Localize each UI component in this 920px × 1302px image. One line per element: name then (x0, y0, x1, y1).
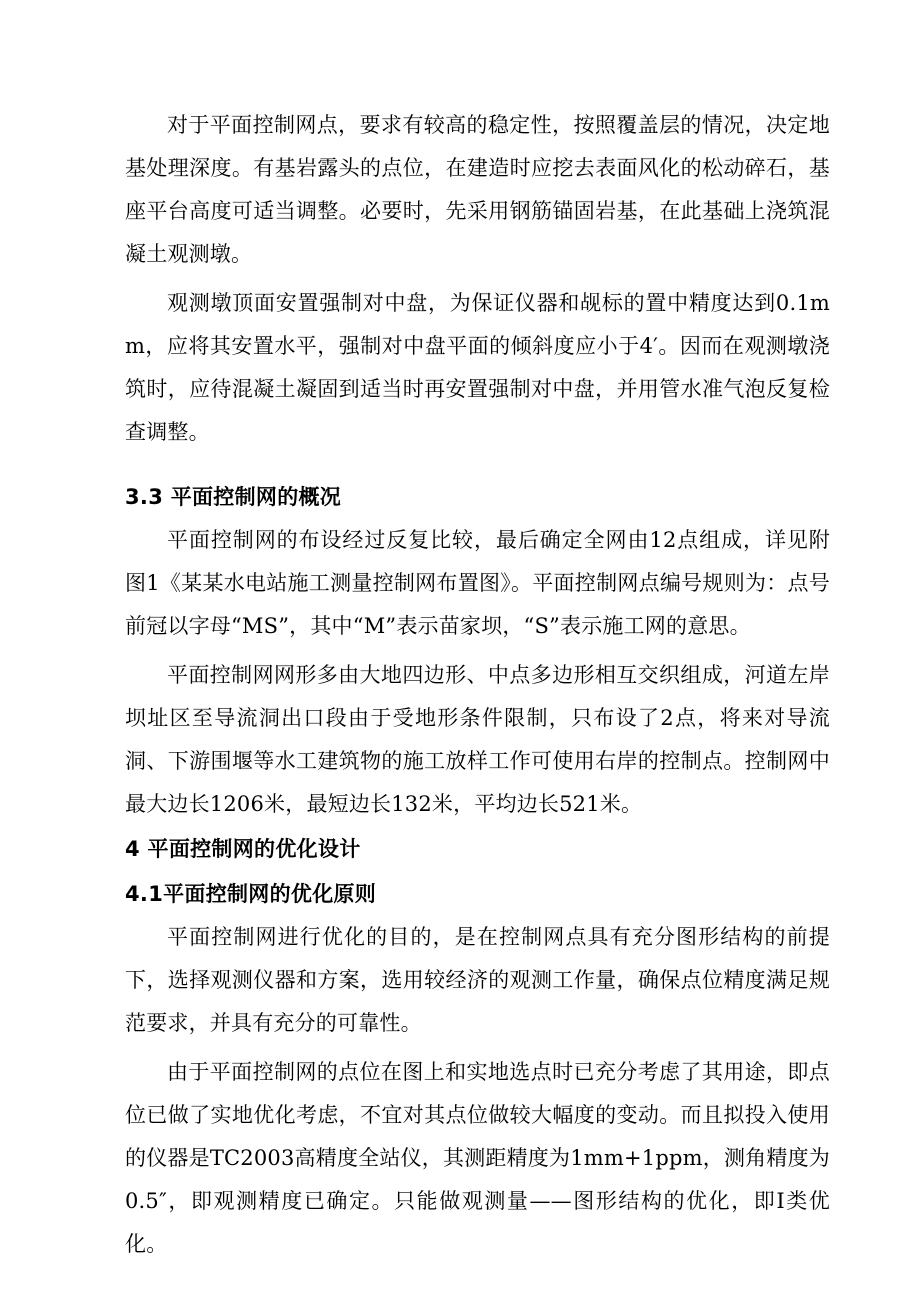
document-body (125, 104, 830, 1266)
paragraph-centering-plate: 观测墩顶面安置强制对中盘，为保证仪器和觇标的置中精度达到0.1mm，应将其安置水平，强制对中盘平面的倾斜度应小于4′。因而在观测墩浇筑时，应待混凝土凝固到适当时再安置强制对中盘，并用管水准气泡反复检查调整。 (125, 291, 830, 444)
section-heading-4-1: 4.1平面控制网的优化原则 (125, 882, 377, 906)
paragraph-optimization-goal: 平面控制网进行优化的目的，是在控制网点具有充分图形结构的前提下，选择观测仪器和方案，选用较经济的观测工作量，确保点位精度满足规范要求，并具有充分的可靠性。 (125, 925, 830, 1035)
section-heading-4: 4 平面控制网的优化设计 (125, 837, 361, 861)
paragraph-optimization-scope: 由于平面控制网的点位在图上和实地选点时已充分考虑了其用途，即点位已做了实地优化考虑，不宜对其点位做较大幅度的变动。而且拟投入使用的仪器是TC2003高精度全站仪，其测距精度为1mm+1ppm，测角精度为0.5″，即观测精度已确定。只能做观测量——图形结构的优化，即Ⅰ类优化。 (125, 1060, 830, 1256)
section-heading-3-3: 3.3 平面控制网的概况 (125, 485, 342, 509)
paragraph-network-layout: 平面控制网的布设经过反复比较，最后确定全网由12点组成，详见附图1《某某水电站施工测量控制网布置图》。平面控制网点编号规则为：点号前冠以字母“MS”，其中“M”表示苗家坝，“S”表示施工网的意思。 (125, 528, 830, 638)
paragraph-foundation: 对于平面控制网点，要求有较高的稳定性，按照覆盖层的情况，决定地基处理深度。有基岩露头的点位，在建造时应挖去表面风化的松动碎石，基座平台高度可适当调整。必要时，先采用钢筋锚固岩基，在此基础上浇筑混凝土观测墩。 (125, 113, 830, 266)
paragraph-network-shape: 平面控制网网形多由大地四边形、中点多边形相互交织组成，河道左岸坝址区至导流洞出口段由于受地形条件限制，只布设了2点，将来对导流洞、下游围堰等水工建筑物的施工放样工作可使用右岸的控制点。控制网中最大边长1206米，最短边长132米，平均边长521米。 (125, 663, 830, 816)
